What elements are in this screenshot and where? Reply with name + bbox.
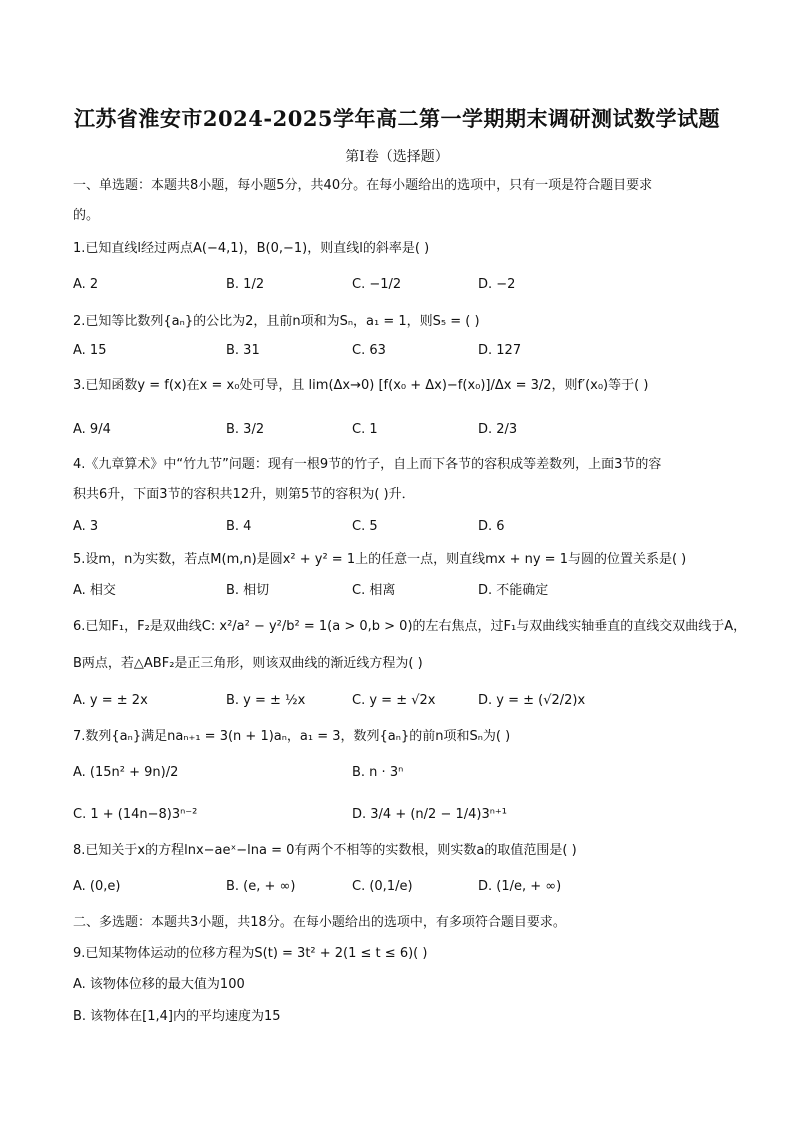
question-1-option-d: D. −2	[478, 277, 516, 292]
question-1-option-c: C. −1/2	[352, 277, 402, 292]
exam-subtitle: 第I卷（选择题）	[345, 149, 449, 165]
section1-heading-cont: 的。	[73, 208, 100, 223]
question-3-option-b: B. 3/2	[226, 422, 265, 437]
question-4-stem-line2: 积共6升，下面3节的容积共12升，则第5节的容积为( )升．	[73, 487, 415, 502]
question-4-option-c: C. 5	[352, 519, 378, 534]
question-1-stem: 1.已知直线l经过两点A(−4,1)，B(0,−1)，则直线l的斜率是( )	[73, 241, 430, 256]
question-1-option-a: A. 2	[73, 277, 99, 292]
question-2-option-c: C. 63	[352, 343, 386, 358]
question-7-option-c: C. 1 + (14n−8)3ⁿ⁻²	[73, 807, 198, 822]
question-8-option-b: B. (e, + ∞)	[226, 879, 296, 894]
question-9-option-b: B. 该物体在[1,4]内的平均速度为15	[73, 1009, 281, 1024]
question-1-option-b: B. 1/2	[226, 277, 265, 292]
question-5-option-a: A. 相交	[73, 583, 116, 598]
question-4-option-d: D. 6	[478, 519, 505, 534]
question-8-option-c: C. (0,1/e)	[352, 879, 413, 894]
question-9-stem: 9.已知某物体运动的位移方程为S(t) = 3t² + 2(1 ≤ t ≤ 6)( )	[73, 946, 428, 961]
question-2-option-d: D. 127	[478, 343, 522, 358]
question-2-stem: 2.已知等比数列{aₙ}的公比为2，且前n项和为Sₙ，a₁ = 1，则S₅ = ( )	[73, 314, 480, 329]
question-6-option-d: D. y = ± (√2/2)x	[478, 693, 586, 708]
question-4-option-b: B. 4	[226, 519, 252, 534]
question-7-option-b: B. n · 3ⁿ	[352, 765, 404, 780]
question-6-option-a: A. y = ± 2x	[73, 693, 148, 708]
question-6-stem-line2: B两点，若△ABF₂是正三角形，则该双曲线的渐近线方程为( )	[73, 656, 423, 671]
question-7-stem: 7.数列{aₙ}满足naₙ₊₁ = 3(n + 1)aₙ，a₁ = 3，数列{aₙ}的前n项和Sₙ为( )	[73, 729, 511, 744]
question-5-option-b: B. 相切	[226, 583, 270, 598]
question-9-option-a: A. 该物体位移的最大值为100	[73, 977, 245, 992]
question-6-stem-line1: 6.已知F₁，F₂是双曲线C: x²/a² − y²/b² = 1(a > 0,b > 0)的左右焦点，过F₁与双曲线实轴垂直的直线交双曲线于A，	[73, 619, 747, 634]
question-3-option-c: C. 1	[352, 422, 378, 437]
question-8-option-a: A. (0,e)	[73, 879, 121, 894]
question-8-stem: 8.已知关于x的方程lnx−aeˣ−lna = 0有两个不相等的实数根，则实数a的取值范围是( )	[73, 843, 577, 858]
question-5-option-d: D. 不能确定	[478, 583, 549, 598]
question-6-option-c: C. y = ± √2x	[352, 693, 436, 708]
question-6-option-b: B. y = ± ½x	[226, 693, 306, 708]
question-5-stem: 5.设m，n为实数，若点M(m,n)是圆x² + y² = 1上的任意一点，则直线mx + ny = 1与圆的位置关系是( )	[73, 552, 687, 567]
question-3-option-d: D. 2/3	[478, 422, 518, 437]
question-2-option-a: A. 15	[73, 343, 107, 358]
question-3-stem: 3.已知函数y = f(x)在x = x₀处可导，且 lim(Δx→0) [f(x₀ + Δx)−f(x₀)]/Δx = 3/2，则f′(x₀)等于( )	[73, 378, 649, 393]
question-4-stem-line1: 4.《九章算术》中“竹九节”问题：现有一根9节的竹子，自上而下各节的容积成等差数列，上面3节的容	[73, 457, 662, 472]
section2-heading: 二、多选题：本题共3小题，共18分。在每小题给出的选项中，有多项符合题目要求。	[73, 915, 566, 930]
question-4-option-a: A. 3	[73, 519, 99, 534]
question-7-option-a: A. (15n² + 9n)/2	[73, 765, 179, 780]
section1-heading: 一、单选题：本题共8小题，每小题5分，共40分。在每小题给出的选项中，只有一项是符合题目要求	[73, 178, 653, 193]
question-7-option-d: D. 3/4 + (n/2 − 1/4)3ⁿ⁺¹	[352, 807, 507, 822]
question-2-option-b: B. 31	[226, 343, 260, 358]
exam-title: 江苏省淮安市2024-2025学年高二第一学期期末调研测试数学试题	[73, 106, 721, 131]
question-5-option-c: C. 相离	[352, 583, 396, 598]
question-3-option-a: A. 9/4	[73, 422, 111, 437]
question-8-option-d: D. (1/e, + ∞)	[478, 879, 562, 894]
